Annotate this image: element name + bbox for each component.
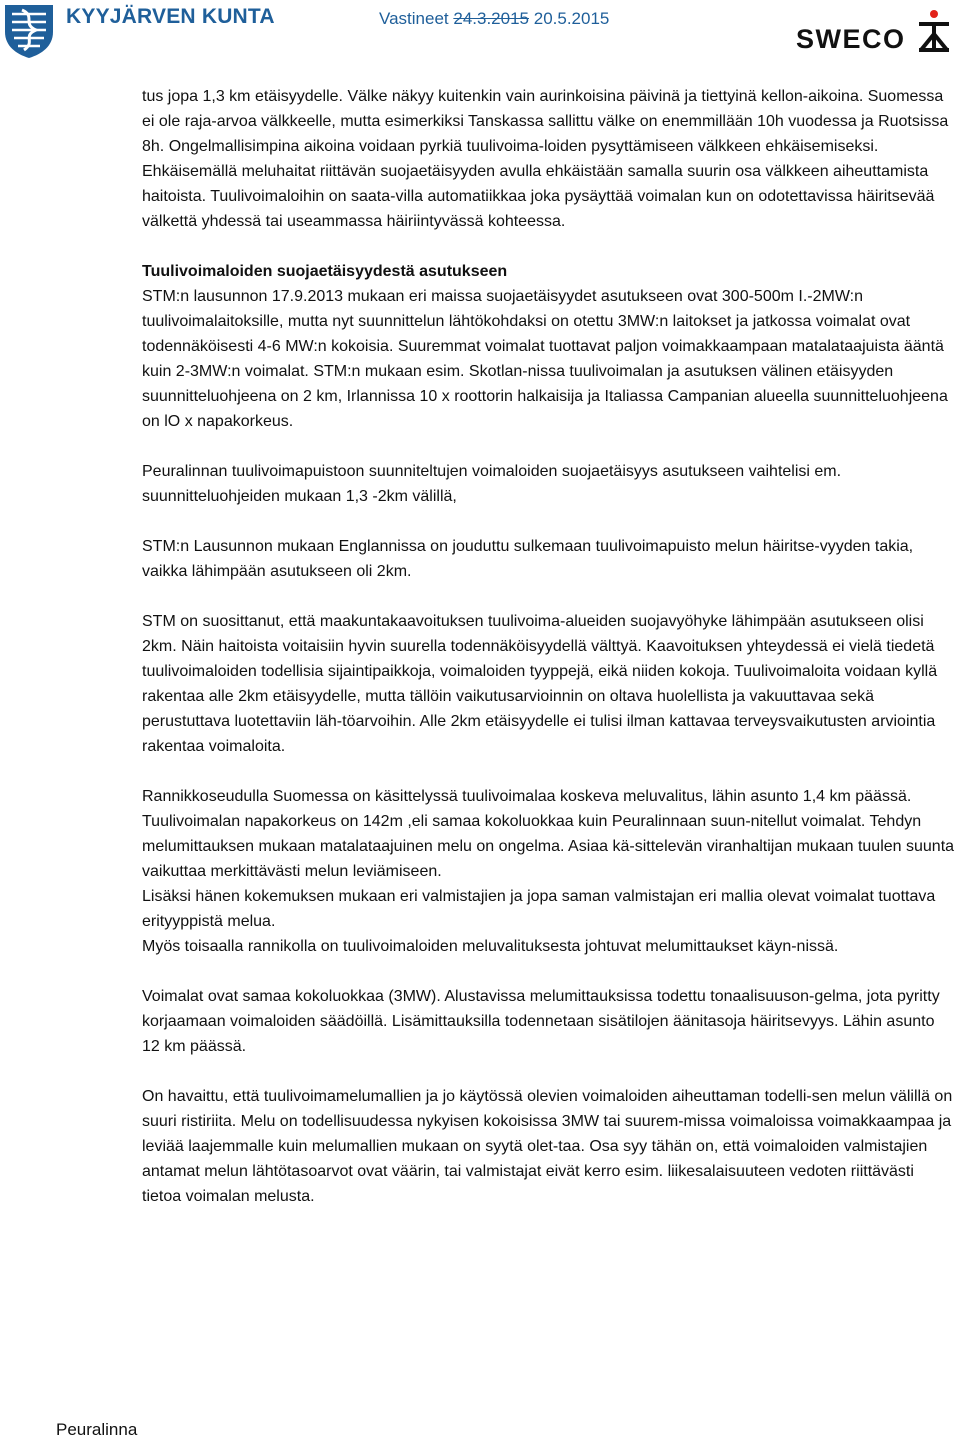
paragraph-noise-models: On havaittu, että tuulivoimamelumallien ja jo käytössä olevien voimaloiden aiheuttaman todelli-sen melun välillä on suuri ristiriita. Melu on todellisuudessa nykyisen kokoisissa 3MW tai suurem-missa voimaloissa voimakkaampaa ja leviää laajemmalle kuin melumallien mukaan on syytä olet-taa. Osa syy tähän on, että voimaloiden valmistajien antamat melun lähtötasoarvot ovat väärin, tai valmistajat eivät kerro esim. liikesalaisuuteen vedoten riittävästi tietoa voimalan melusta. bbox=[142, 1088, 953, 1205]
paragraph-manufacturers: Lisäksi hänen kokemuksen mukaan eri valmistajien ja jopa saman valmistajan eri mallia olevat voimalat tuottava erityyppistä melua. bbox=[142, 888, 936, 930]
municipality-crest-icon bbox=[2, 2, 56, 60]
footer-project-name: Peuralinna bbox=[56, 1420, 138, 1439]
sweco-logo bbox=[796, 6, 958, 54]
struck-date: 24.3.2015 bbox=[453, 9, 529, 28]
paragraph-stm-recommendation: STM on suosittanut, että maakuntakaavoituksen tuulivoima-alueiden suojavyöhyke lähimpään asutukseen olisi 2km. Näin haitoista voitaisiin hyvin suurella todennäköisyydellä välttyä. Kaavoituksen yhteydessä ei vielä tiedetä tuulivoimaloiden todellisia sijaintipaikkoja, voimaloiden tyyppejä, eikä niiden kokoja. Tuulivoimaloita voidaan kyllä rakentaa alle 2km etäisyydelle, mutta tällöin vaikutusarvioinnin on oltava huolellista ja vakuuttavaa sekä perustuttava luotettaviin läh-töarvoihin. Alle 2km etäisyydelle ei tulisi ilman kattavaa terveysvaikutusten arviointia rakentaa voimaloita. bbox=[142, 613, 938, 755]
document-dates bbox=[379, 9, 609, 29]
document-label: Vastineet bbox=[379, 9, 449, 28]
sweco-logo-text: SWECO bbox=[796, 24, 906, 54]
section-heading: Tuulivoimaloiden suojaetäisyydestä asutukseen bbox=[142, 263, 508, 280]
current-date: 20.5.2015 bbox=[533, 9, 610, 28]
paragraph-peuralinna-distance: Peuralinnan tuulivoimapuistoon suunniteltujen voimaloiden suojaetäisyys asutukseen vaihtelisi em. suunnitteluohjeiden mukaan 1,3 -2km välillä, bbox=[142, 463, 842, 505]
document-body bbox=[142, 84, 956, 1234]
paragraph-stm-distances: STM:n lausunnon 17.9.2013 mukaan eri maissa suojaetäisyydet asutukseen ovat 300-500m I.-2MW:n tuulivoimalaitoksille, mutta nyt suunnittelun lähtökohdaksi on otettu 3MW:n laitokset ja jatkossa voimalat ovat todennäköisesti 4-6 MW:n kokoisia. Suuremmat voimalat tuottavat paljon voimakkaampaan matalataajuista ääntä kuin 2-3MW:n voimalat. STM:n mukaan esim. Skotlan-nissa tuulivoimalan ja asutuksen välinen etäisyyden suunnitteluohjeena on 2 km, Irlannissa 10 x roottorin halkaisija ja Italiassa Campanian alueella suunnitteluohjeena on lO x napakorkeus. bbox=[142, 288, 948, 430]
paragraph-tonality: Voimalat ovat samaa kokoluokkaa (3MW). Alustavissa melumittauksissa todettu tonaalisuuson-gelma, jota pyritty korjaamaan voimaloiden säädöillä. Lisämittauksilla todennetaan sisätilojen äänitasoja häiritsevyys. Lähin asunto 12 km päässä. bbox=[142, 988, 940, 1055]
paragraph-england: STM:n Lausunnon mukaan Englannissa on jouduttu sulkemaan tuulivoimapuisto melun häiritse-vyyden takia, vaikka lähimpään asutukseen oli 2km. bbox=[142, 538, 914, 580]
page-header bbox=[0, 0, 960, 60]
organization-name: KYYJÄRVEN KUNTA bbox=[66, 5, 275, 28]
paragraph-other-measurements: Myös toisaalla rannikolla on tuulivoimaloiden meluvalituksesta johtuvat melumittaukset käyn-nissä. bbox=[142, 938, 839, 955]
sweco-symbol-icon bbox=[915, 6, 955, 54]
paragraph-flicker: tus jopa 1,3 km etäisyydelle. Välke näkyy kuitenkin vain aurinkoisina päivinä ja tiettyinä kellon-aikoina. Suomessa ei ole raja-arvoa välkkeelle, mutta esimerkiksi Tanskassa sallittu välke on enemmillään 10h vuodessa ja Ruotsissa 8h. Ongelmallisimpina aikoina voidaan pyrkiä tuulivoima-loiden pysyttämiseen välkkeen ehkäisemiseksi. Ehkäisemällä meluhaitat riittävän suojaetäisyyden avulla ehkäistään samalla suurin osa välkkeen aiheuttamista haitoista. Tuulivoimaloihin on saata-villa automatiikkaa joka pysäyttää voimalan kun on odotettavissa häiritsevää välkettä yhdessä tai useammassa häiriintyvässä kohteessa. bbox=[142, 88, 949, 230]
paragraph-coastal-complaint: Rannikkoseudulla Suomessa on käsittelyssä tuulivoimalaa koskeva meluvalitus, lähin asunto 1,4 km päässä. Tuulivoimalan napakorkeus on 142m ,eli samaa kokoluokkaa kuin Peuralinnaan suun-nitellut voimalat. Tehdyn melumittauksen mukaan matalataajuinen melu on ongelma. Asiaa kä-sittelevän viranhaltijan mukaan tuulen suunta vaikuttaa merkittävästi melun leviämiseen. bbox=[142, 788, 955, 880]
